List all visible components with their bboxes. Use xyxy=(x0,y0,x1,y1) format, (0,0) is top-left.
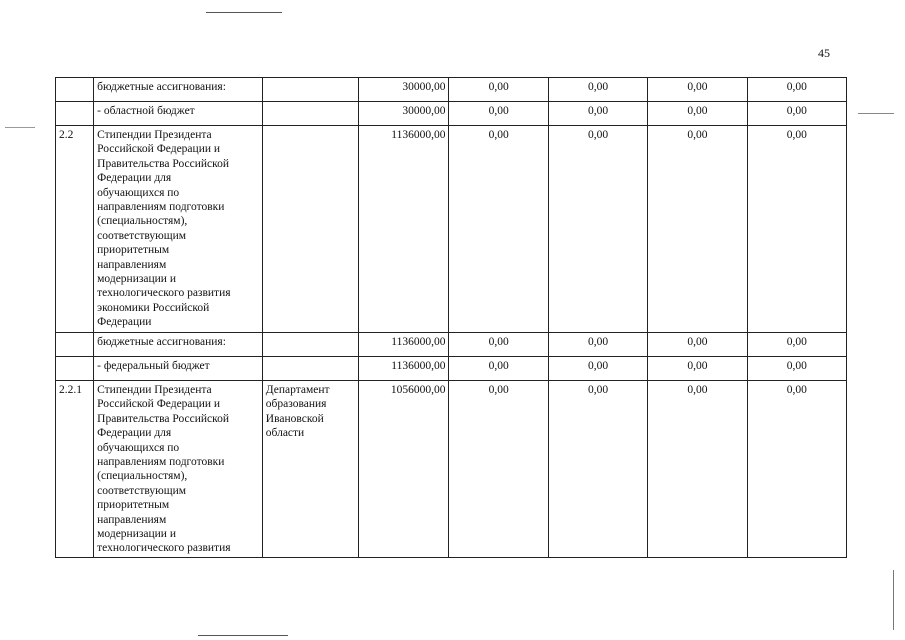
row-year-2: 0,00 xyxy=(548,126,647,333)
row-name xyxy=(94,102,263,126)
row-year-2: 0,00 xyxy=(548,78,647,102)
row-executor xyxy=(262,357,358,381)
table-row xyxy=(56,333,847,357)
table-row xyxy=(56,357,847,381)
row-year-4: 0,00 xyxy=(747,381,846,558)
row-total: 30000,00 xyxy=(359,102,449,126)
row-name xyxy=(94,381,263,558)
row-index xyxy=(56,357,94,381)
row-executor xyxy=(262,333,358,357)
row-year-1: 0,00 xyxy=(449,78,548,102)
table-row xyxy=(56,102,847,126)
executor-line: Ивановской xyxy=(265,412,324,425)
name-line: Российской Федерации и xyxy=(97,398,221,411)
name-line: - областной бюджет xyxy=(97,105,195,117)
name-line: направлениям подготовки xyxy=(97,456,225,469)
row-year-3: 0,00 xyxy=(648,333,747,357)
row-total: 1136000,00 xyxy=(359,357,449,381)
row-year-1: 0,00 xyxy=(449,333,548,357)
row-year-1: 0,00 xyxy=(449,357,548,381)
row-total: 30000,00 xyxy=(359,78,449,102)
name-line: приоритетным xyxy=(97,499,170,512)
row-year-1: 0,00 xyxy=(449,102,548,126)
page-number: 45 xyxy=(818,46,830,60)
name-line: Стипендии Президента xyxy=(97,129,212,141)
row-total: 1136000,00 xyxy=(359,333,449,357)
scan-artifact-bottom xyxy=(198,635,288,636)
row-year-1: 0,00 xyxy=(449,381,548,558)
row-executor xyxy=(262,381,358,558)
executor-line: области xyxy=(265,427,305,440)
scan-artifact-top xyxy=(206,12,282,13)
row-index: 2.2 xyxy=(56,126,94,333)
name-line: (специальностям), xyxy=(97,215,188,228)
name-line: Стипендии Президента xyxy=(97,384,212,396)
name-line: обучающихся по xyxy=(97,441,180,454)
row-name xyxy=(94,333,263,357)
name-line: соответствующим xyxy=(97,484,187,497)
name-line: Правительства Российской xyxy=(97,157,230,170)
table-row xyxy=(56,381,847,558)
row-index xyxy=(56,102,94,126)
name-line: направлениям xyxy=(97,258,167,271)
row-executor xyxy=(262,78,358,102)
row-year-2: 0,00 xyxy=(548,102,647,126)
name-line: Федерации xyxy=(97,316,152,329)
row-name xyxy=(94,357,263,381)
row-total: 1136000,00 xyxy=(359,126,449,333)
row-year-3: 0,00 xyxy=(648,381,747,558)
table-body xyxy=(56,78,847,558)
row-index xyxy=(56,78,94,102)
name-line: Федерации для xyxy=(97,427,172,440)
name-line: бюджетные ассигнования: xyxy=(97,81,226,93)
name-line: технологического развития xyxy=(97,542,231,555)
executor-line: Департамент xyxy=(265,384,330,396)
name-line: приоритетным xyxy=(97,244,170,257)
row-total: 1056000,00 xyxy=(359,381,449,558)
executor-line: образования xyxy=(265,398,327,411)
row-year-4: 0,00 xyxy=(747,102,846,126)
row-index xyxy=(56,333,94,357)
row-executor xyxy=(262,126,358,333)
row-year-4: 0,00 xyxy=(747,78,846,102)
table-row xyxy=(56,126,847,333)
row-year-4: 0,00 xyxy=(747,357,846,381)
name-line: модернизации и xyxy=(97,273,176,286)
row-year-3: 0,00 xyxy=(648,126,747,333)
row-year-2: 0,00 xyxy=(548,357,647,381)
row-index: 2.2.1 xyxy=(56,381,94,558)
name-line: соответствующим xyxy=(97,229,187,242)
scan-artifact-left xyxy=(5,127,35,128)
name-line: направлениям xyxy=(97,513,167,526)
scan-artifact-right xyxy=(858,113,894,114)
row-year-3: 0,00 xyxy=(648,102,747,126)
name-line: (специальностям), xyxy=(97,470,188,483)
name-line: технологического развития xyxy=(97,287,231,300)
budget-table xyxy=(55,77,847,558)
row-year-1: 0,00 xyxy=(449,126,548,333)
name-line: Правительства Российской xyxy=(97,412,230,425)
name-line: Федерации для xyxy=(97,172,172,185)
name-line: направлениям подготовки xyxy=(97,201,225,214)
scan-artifact-edge xyxy=(893,570,894,630)
row-year-2: 0,00 xyxy=(548,333,647,357)
row-executor xyxy=(262,102,358,126)
row-year-3: 0,00 xyxy=(648,357,747,381)
name-line: - федеральный бюджет xyxy=(97,360,210,372)
name-line: Российской Федерации и xyxy=(97,143,221,156)
table-row xyxy=(56,78,847,102)
row-year-4: 0,00 xyxy=(747,126,846,333)
row-year-3: 0,00 xyxy=(648,78,747,102)
name-line: бюджетные ассигнования: xyxy=(97,336,226,348)
row-name xyxy=(94,78,263,102)
row-name xyxy=(94,126,263,333)
name-line: обучающихся по xyxy=(97,186,180,199)
name-line: модернизации и xyxy=(97,528,176,541)
row-year-2: 0,00 xyxy=(548,381,647,558)
row-year-4: 0,00 xyxy=(747,333,846,357)
name-line: экономики Российской xyxy=(97,301,210,314)
